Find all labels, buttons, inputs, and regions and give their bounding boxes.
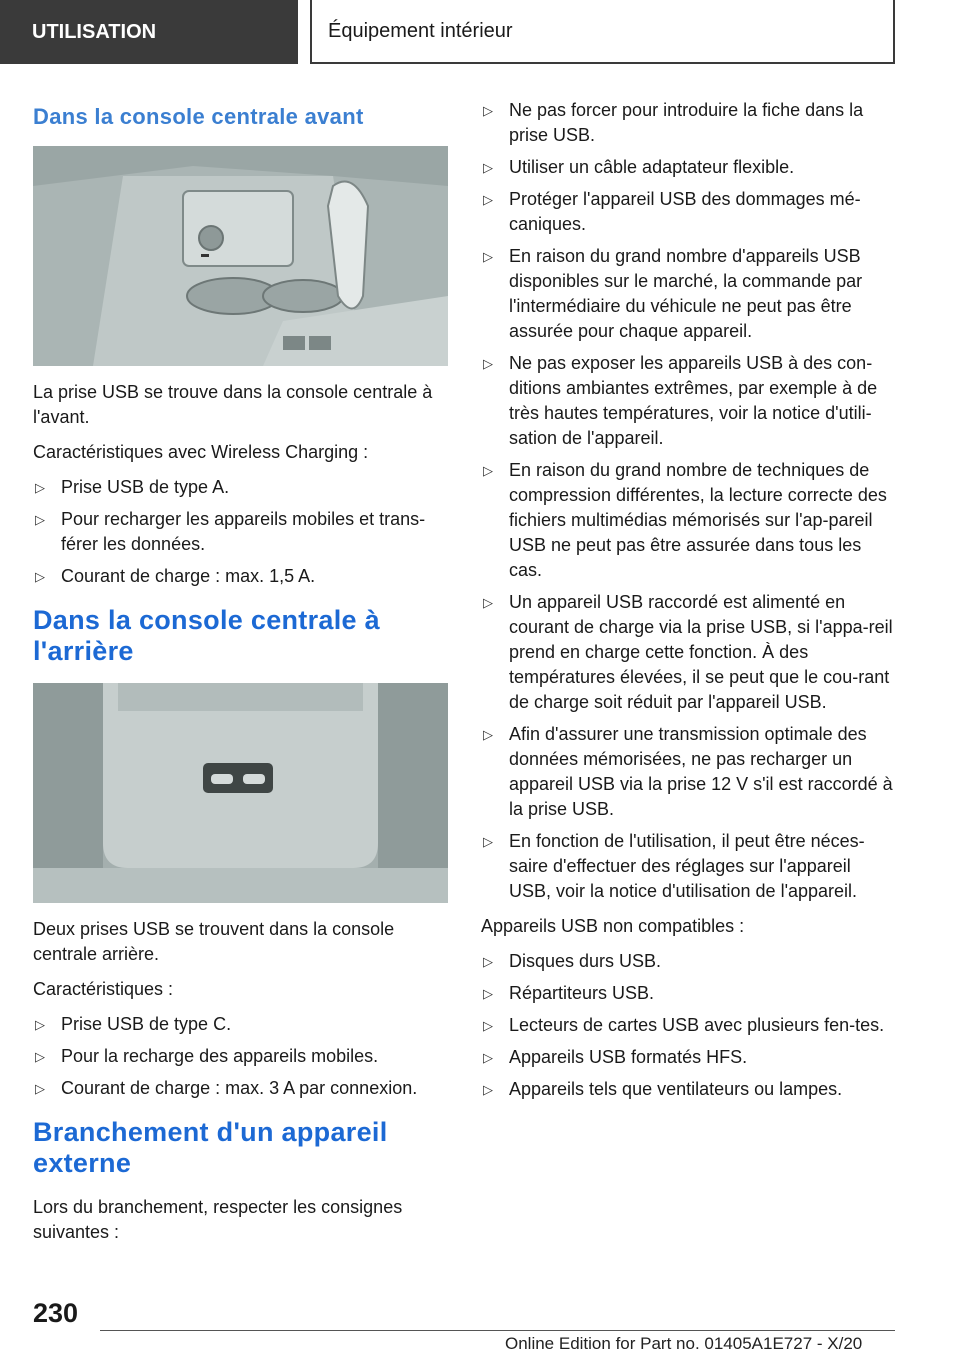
list-item: ▷ Lecteurs de cartes USB avec plusieurs fen-tes. xyxy=(481,1013,896,1038)
list-item: ▷ Ne pas exposer les appareils USB à des con-ditions ambiantes extrêmes, par exemple à de très hautes températures, voir la notice d'utili-sation de l'appareil. xyxy=(483,353,878,448)
triangle-bullet-icon: ▷ xyxy=(35,1017,45,1032)
rear-paragraph-2: Caractéristiques : xyxy=(33,979,174,999)
triangle-bullet-icon: ▷ xyxy=(483,727,493,742)
triangle-bullet-icon: ▷ xyxy=(483,834,493,849)
triangle-bullet-icon: ▷ xyxy=(35,1081,45,1096)
list-item: ▷ En raison du grand nombre d'appareils USB disponibles sur le marché, la commande par l'intermédiaire du véhicule ne peut pas être assurée pour chaque appareil. xyxy=(483,246,863,341)
list-item: ▷ Protéger l'appareil USB des dommages mé-caniques. xyxy=(483,189,861,234)
triangle-bullet-icon: ▷ xyxy=(35,480,45,495)
triangle-bullet-icon: ▷ xyxy=(483,1082,493,1097)
triangle-bullet-icon: ▷ xyxy=(35,1049,45,1064)
triangle-bullet-icon: ▷ xyxy=(35,512,45,527)
front-features-list xyxy=(33,475,448,589)
triangle-bullet-icon: ▷ xyxy=(483,103,493,118)
list-item: ▷ Pour recharger les appareils mobiles et trans-férer les données. xyxy=(35,509,426,554)
front-console-photo xyxy=(33,146,448,366)
front-paragraph-1: La prise USB se trouve dans la console centrale à l'avant. xyxy=(33,382,433,427)
triangle-bullet-icon: ▷ xyxy=(483,1018,493,1033)
edition-note: Online Edition for Part no. 01405A1E727 - X/20 xyxy=(505,1334,863,1353)
triangle-bullet-icon: ▷ xyxy=(483,249,493,264)
list-item: ▷ Pour la recharge des appareils mobiles. xyxy=(33,1044,448,1069)
triangle-bullet-icon: ▷ xyxy=(483,192,493,207)
list-item: ▷ Afin d'assurer une transmission optimale des données mémorisées, ne pas recharger un appareil USB via la prise 12 V s'il est raccordé à la prise USB. xyxy=(483,724,893,819)
chapter-title: Équipement intérieur xyxy=(310,0,895,64)
list-item: ▷ Disques durs USB. xyxy=(481,949,896,974)
list-item: ▷ Un appareil USB raccordé est alimenté en courant de charge via la prise USB, si l'appa-reil prend en charge cette fonction. À des températures élevées, il se peut que le cou-rant de charge soit réduit par l'appareil USB. xyxy=(483,592,893,712)
triangle-bullet-icon: ▷ xyxy=(483,1050,493,1065)
list-item: ▷ Appareils USB formatés HFS. xyxy=(481,1045,896,1070)
right-column xyxy=(481,98,896,1112)
connect-device-heading: Branchement d'un appareil externe xyxy=(33,1117,388,1178)
page-header xyxy=(0,0,960,66)
rear-features-list xyxy=(33,1012,448,1101)
page-number: 230 xyxy=(33,1298,79,1328)
list-item: ▷ Utiliser un câble adaptateur flexible. xyxy=(481,155,896,180)
usb-instructions-list xyxy=(481,98,896,904)
triangle-bullet-icon: ▷ xyxy=(483,986,493,1001)
triangle-bullet-icon: ▷ xyxy=(35,569,45,584)
list-item: ▷ Prise USB de type C. xyxy=(33,1012,448,1037)
incompatible-devices-list xyxy=(481,949,896,1102)
front-paragraph-2: Caractéristiques avec Wireless Charging : xyxy=(33,442,369,462)
list-item: ▷ Courant de charge : max. 3 A par connexion. xyxy=(33,1076,448,1101)
list-item: ▷ Courant de charge : max. 1,5 A. xyxy=(33,564,448,589)
rear-console-heading: Dans la console centrale à l'arrière xyxy=(33,605,380,666)
incompatible-intro: Appareils USB non compatibles : xyxy=(481,916,745,936)
list-item: ▷ Répartiteurs USB. xyxy=(481,981,896,1006)
list-item: ▷ Ne pas forcer pour introduire la fiche dans la prise USB. xyxy=(483,100,864,145)
list-item: ▷ En raison du grand nombre de techniques de compression différentes, la lecture correcte des fichiers multimédias mémorisés sur l'ap-pareil USB ne peut pas être assurée dans tous les cas. xyxy=(483,460,887,580)
triangle-bullet-icon: ▷ xyxy=(483,463,493,478)
front-console-heading: Dans la console centrale avant xyxy=(33,104,364,129)
triangle-bullet-icon: ▷ xyxy=(483,954,493,969)
list-item: ▷ Prise USB de type A. xyxy=(33,475,448,500)
triangle-bullet-icon: ▷ xyxy=(483,595,493,610)
rear-paragraph-1: Deux prises USB se trouvent dans la console centrale arrière. xyxy=(33,919,395,964)
connect-paragraph: Lors du branchement, respecter les consignes suivantes : xyxy=(33,1197,403,1242)
footer-divider xyxy=(100,1330,895,1331)
section-tab: UTILISATION xyxy=(0,0,298,64)
triangle-bullet-icon: ▷ xyxy=(483,160,493,175)
rear-console-photo xyxy=(33,683,448,903)
triangle-bullet-icon: ▷ xyxy=(483,356,493,371)
list-item: ▷ Appareils tels que ventilateurs ou lampes. xyxy=(481,1077,896,1102)
left-column xyxy=(33,98,448,1255)
list-item: ▷ En fonction de l'utilisation, il peut être néces-saire d'effectuer des réglages sur l'appareil USB, voir la notice d'utilisation de l'appareil. xyxy=(483,831,865,901)
